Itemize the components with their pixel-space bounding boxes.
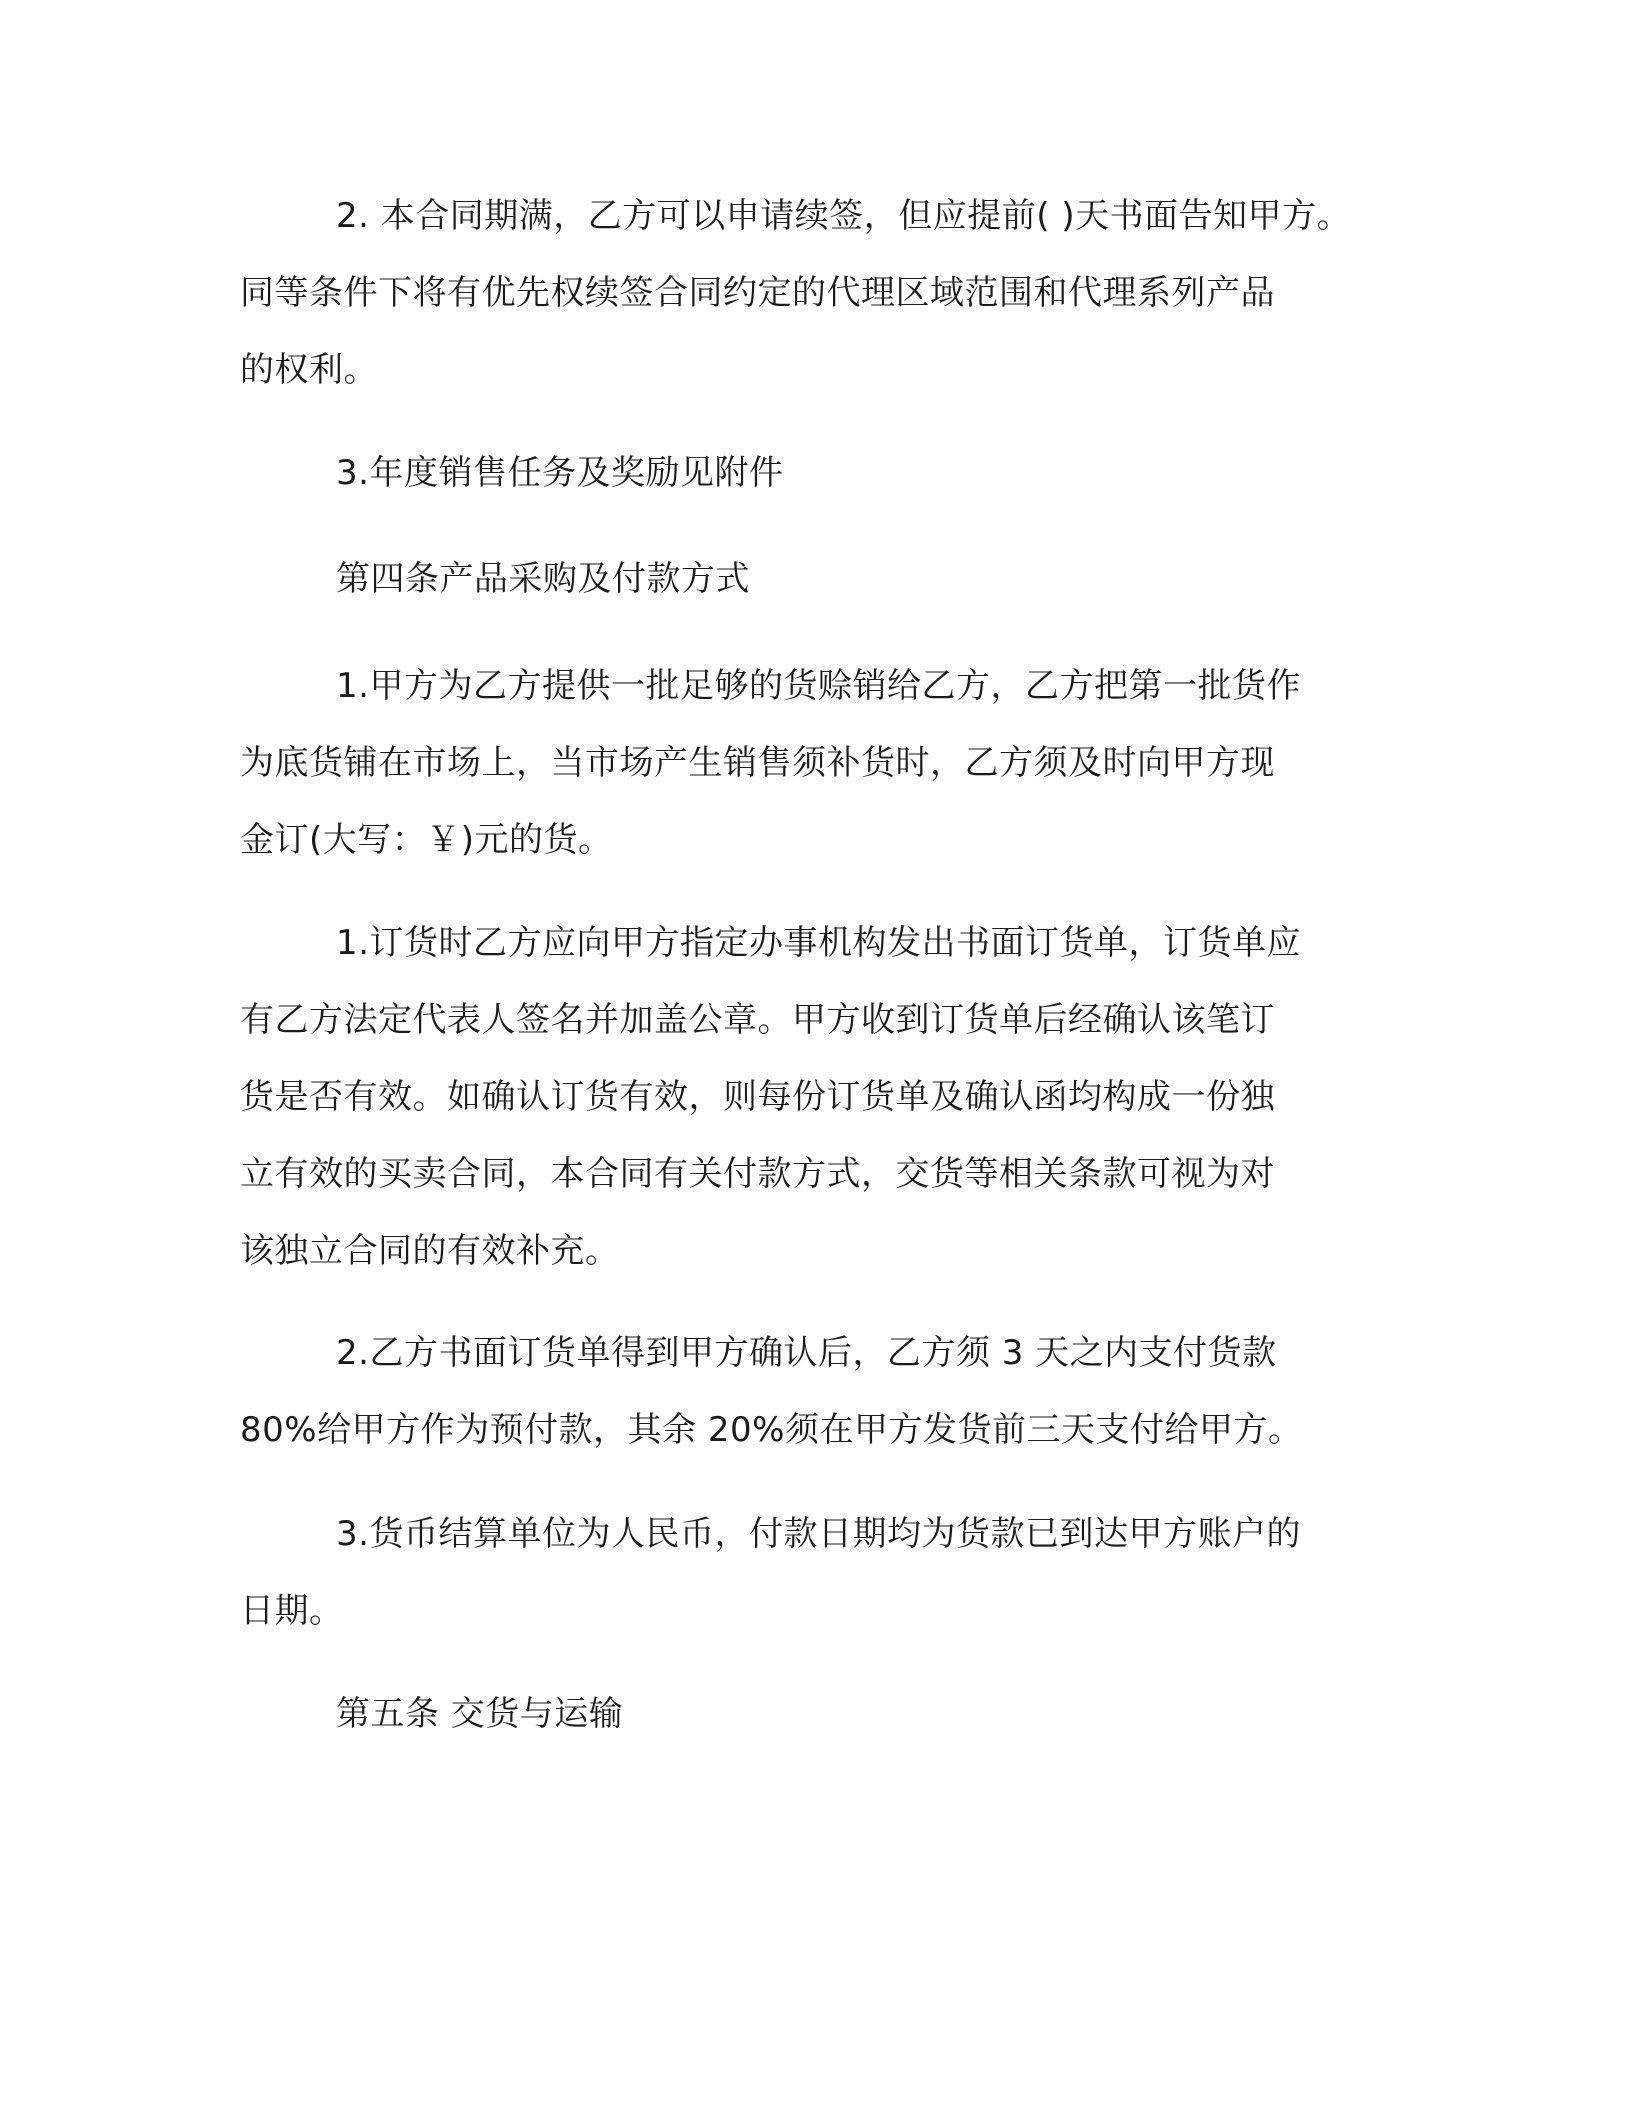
paragraph-annual-sales: 3.年度销售任务及奖励见附件 bbox=[336, 453, 784, 493]
text-line: 金订(大写：￥)元的货。 bbox=[240, 820, 613, 860]
text-line: 80%给甲方作为预付款，其余 20%须在甲方发货前三天支付给甲方。 bbox=[240, 1410, 1303, 1450]
text-line: 1.订货时乙方应向甲方指定办事机构发出书面订货单，订货单应 bbox=[336, 923, 1301, 963]
text-line: 3.货币结算单位为人民币，付款日期均为货款已到达甲方账户的 bbox=[336, 1514, 1301, 1554]
paragraph-renewal bbox=[240, 178, 1390, 409]
section-heading-article-5: 第五条 交货与运输 bbox=[336, 1694, 624, 1734]
text-line: 的权利。 bbox=[240, 350, 378, 390]
section-heading-article-4: 第四条产品采购及付款方式 bbox=[336, 559, 750, 599]
text-line: 货是否有效。如确认订货有效，则每份订货单及确认函均构成一份独 bbox=[240, 1077, 1275, 1117]
paragraph-payment-terms bbox=[240, 1315, 1390, 1469]
text-line: 该独立合同的有效补充。 bbox=[240, 1231, 620, 1271]
text-line: 同等条件下将有优先权续签合同约定的代理区域范围和代理系列产品 bbox=[240, 273, 1275, 313]
text-line: 1.甲方为乙方提供一批足够的货赊销给乙方，乙方把第一批货作 bbox=[336, 666, 1301, 706]
text-line: 有乙方法定代表人签名并加盖公章。甲方收到订货单后经确认该笔订 bbox=[240, 1000, 1275, 1040]
text-line: 2.乙方书面订货单得到甲方确认后，乙方须 3 天之内支付货款 bbox=[336, 1333, 1277, 1373]
text-line: 立有效的买卖合同，本合同有关付款方式，交货等相关条款可视为对 bbox=[240, 1154, 1275, 1194]
text-line: 2. 本合同期满，乙方可以申请续签，但应提前( )天书面告知甲方。 bbox=[336, 196, 1352, 236]
paragraph-ordering bbox=[240, 905, 1390, 1290]
paragraph-first-batch bbox=[240, 648, 1390, 879]
text-line: 日期。 bbox=[240, 1591, 344, 1631]
text-line: 为底货铺在市场上，当市场产生销售须补货时，乙方须及时向甲方现 bbox=[240, 743, 1275, 783]
paragraph-currency bbox=[240, 1496, 1390, 1650]
